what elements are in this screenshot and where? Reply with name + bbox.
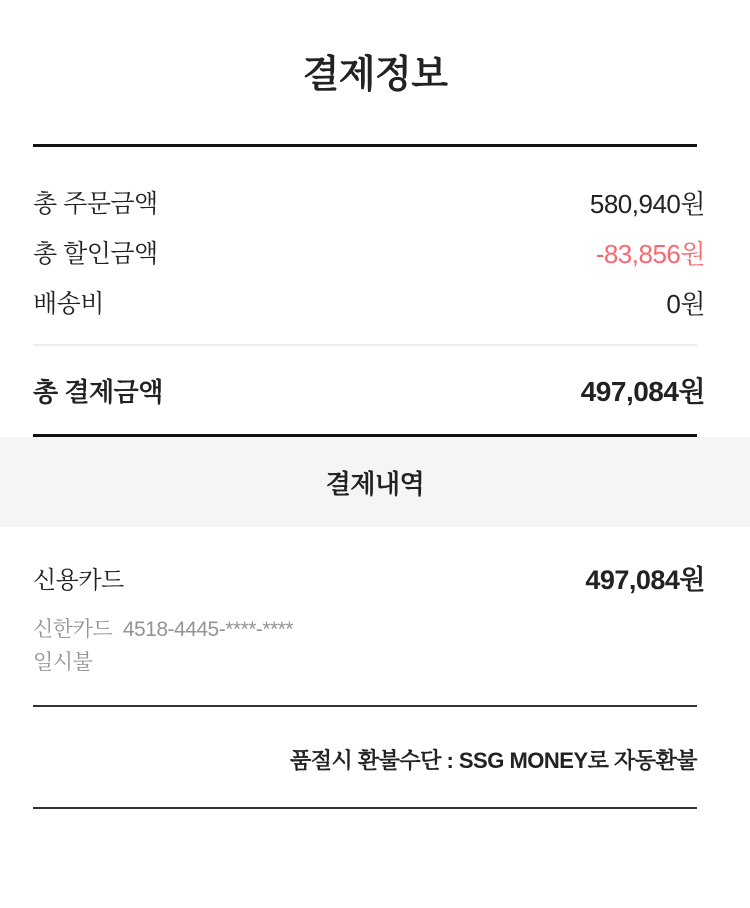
order-total-value: 580,940원: [589, 188, 705, 219]
order-summary: [0, 147, 750, 327]
summary-row-discount-total: [33, 227, 705, 277]
payment-method-row: [33, 553, 705, 601]
payment-method-section: [0, 527, 750, 679]
payment-method-label: 신용카드: [33, 566, 124, 594]
discount-total-value: -83,856원: [595, 238, 705, 269]
payment-detail-banner: [0, 437, 750, 527]
payment-total-label: 총 결제금액: [33, 376, 163, 407]
refund-note: 품절시 환불수단 : SSG MONEY로 자동환불: [289, 748, 697, 773]
card-info: [33, 613, 697, 679]
order-total-label: 총 주문금액: [33, 190, 158, 218]
payment-total-row: [0, 346, 750, 434]
bottom-whitespace: [0, 809, 750, 908]
shipping-fee-label: 배송비: [33, 290, 104, 318]
summary-row-shipping-fee: [33, 277, 705, 327]
payment-total-value: 497,084원: [580, 376, 705, 407]
page-title: 결제정보: [302, 54, 448, 96]
shipping-fee-value: 0원: [666, 288, 705, 319]
summary-row-order-total: [33, 177, 705, 227]
installment-line: 일시불: [33, 651, 93, 674]
card-number-line: 신한카드 4518-4445-****-****: [33, 618, 294, 641]
discount-total-label: 총 할인금액: [33, 240, 158, 268]
payment-detail-title: 결제내역: [325, 468, 425, 499]
payment-method-amount: 497,084원: [585, 564, 705, 595]
